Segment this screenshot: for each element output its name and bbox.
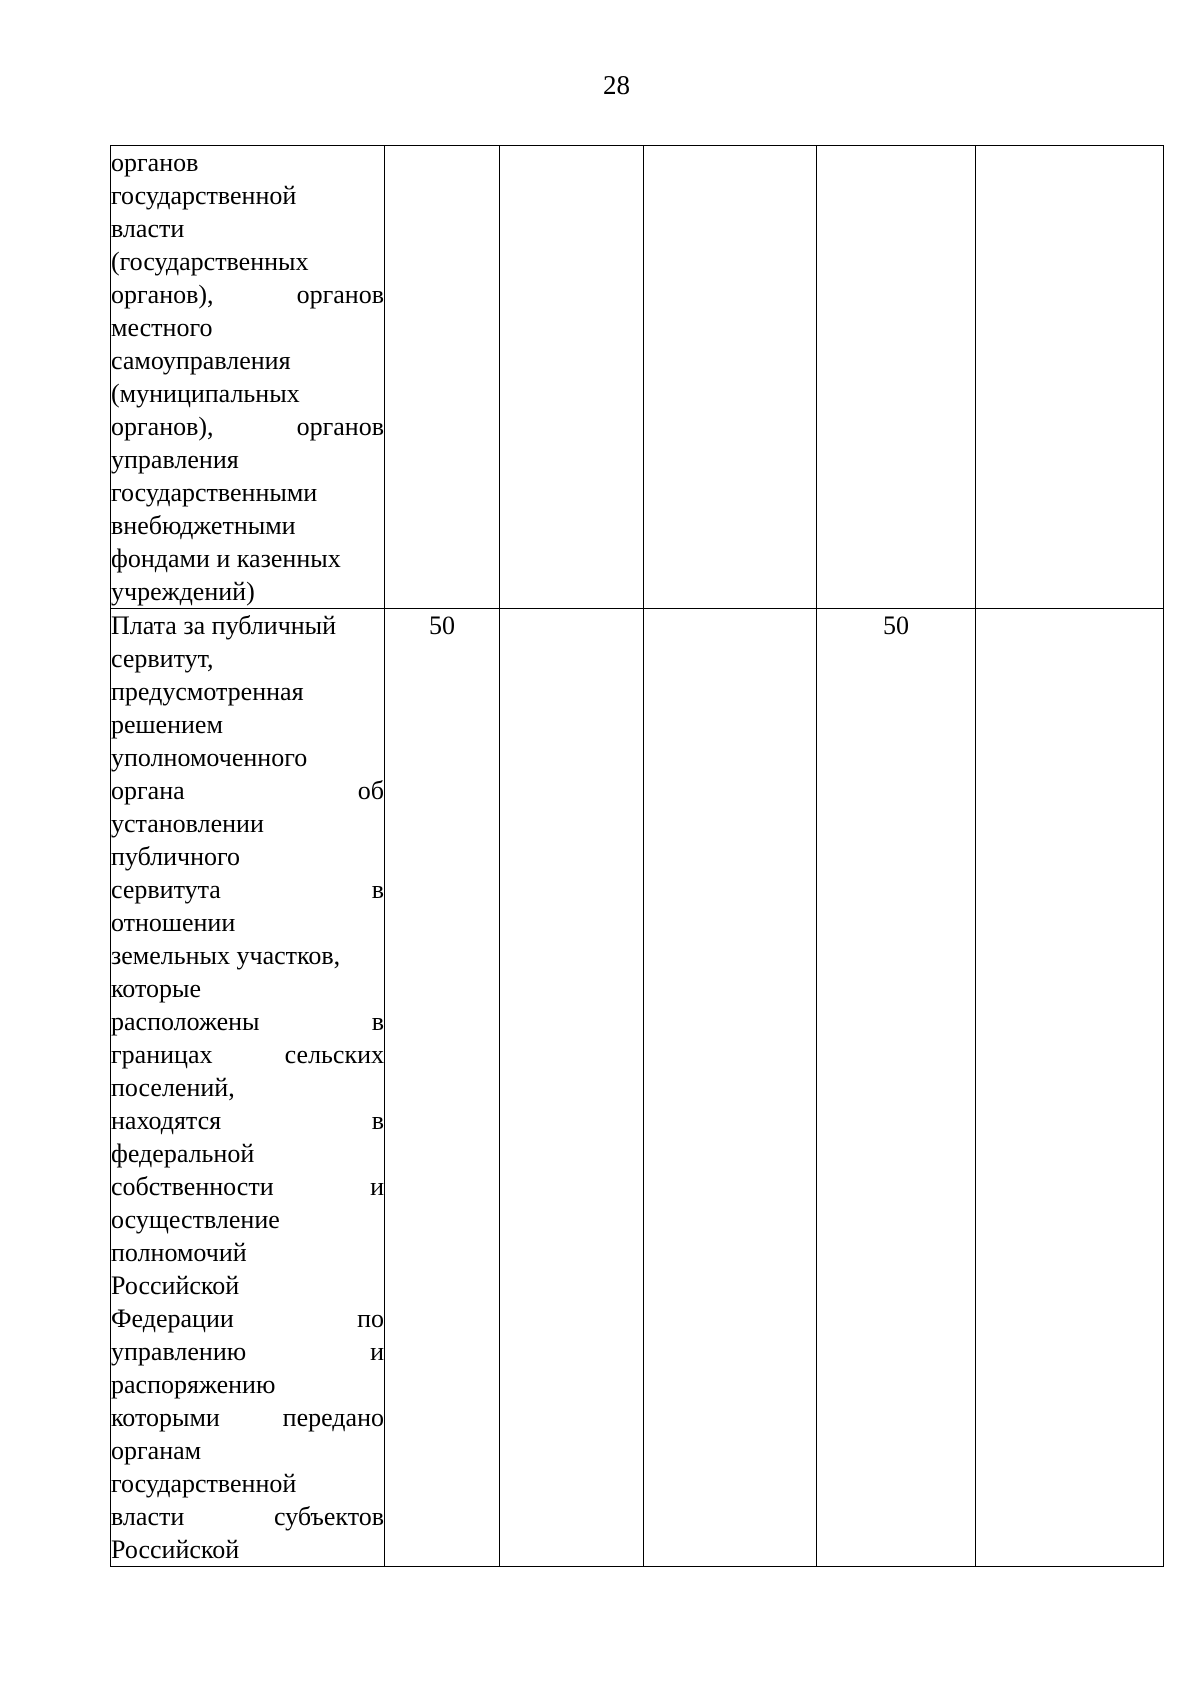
description-line: учреждений) — [111, 577, 255, 606]
description-line: находятся в — [111, 1106, 384, 1135]
description-line: управлению и — [111, 1337, 384, 1366]
description-line: уполномоченного — [111, 743, 308, 772]
description-line: органам — [111, 1436, 202, 1465]
data-table — [110, 145, 1164, 1567]
description-line: самоуправления — [111, 346, 291, 375]
description-line: Российской — [111, 1271, 240, 1300]
value-cell — [976, 146, 1164, 609]
description-line: государственной — [111, 1469, 297, 1498]
description-line: распоряжению — [111, 1370, 276, 1399]
description-cell — [111, 146, 385, 609]
description-line: решением — [111, 710, 223, 739]
description-line: Российской — [111, 1535, 240, 1564]
description-line: поселений, — [111, 1073, 235, 1102]
description-line: установлении — [111, 809, 264, 838]
description-line: местного — [111, 313, 213, 342]
description-line: сервитута в — [111, 875, 384, 904]
description-line: отношении — [111, 908, 236, 937]
description-line: земельных участков, — [111, 941, 341, 970]
description-line: власти — [111, 214, 185, 243]
value-cell: 50 — [817, 609, 976, 1567]
description-line: государственными — [111, 478, 318, 507]
description-line: управления — [111, 445, 239, 474]
description-line: которые — [111, 974, 201, 1003]
page-number: 28 — [603, 70, 630, 100]
description-line: Федерации по — [111, 1304, 384, 1333]
description-line: полномочий — [111, 1238, 247, 1267]
description-line: собственности и — [111, 1172, 384, 1201]
value-cell — [817, 146, 976, 609]
value-cell — [500, 609, 644, 1567]
description-cell — [111, 609, 385, 1567]
description-line: Плата за публичный — [111, 611, 337, 640]
table-row — [111, 609, 1164, 1567]
description-line: внебюджетными — [111, 511, 296, 540]
description-line: органа об — [111, 776, 384, 805]
value-cell: 50 — [385, 609, 500, 1567]
description-line: которыми передано — [111, 1403, 384, 1432]
description-line: органов — [111, 148, 199, 177]
value-cell — [385, 146, 500, 609]
description-line: государственной — [111, 181, 297, 210]
description-line: границах сельских — [111, 1040, 384, 1069]
description-line: органов), органов — [111, 280, 384, 309]
description-line: фондами и казенных — [111, 544, 341, 573]
value-cell — [500, 146, 644, 609]
value-cell — [644, 609, 817, 1567]
description-line: публичного — [111, 842, 241, 871]
description-line: (муниципальных — [111, 379, 300, 408]
description-line: предусмотренная — [111, 677, 304, 706]
value-cell — [644, 146, 817, 609]
value-cell — [976, 609, 1164, 1567]
description-line: сервитут, — [111, 644, 214, 673]
description-line: осуществление — [111, 1205, 280, 1234]
description-line: органов), органов — [111, 412, 384, 441]
description-line: расположены в — [111, 1007, 384, 1036]
description-line: (государственных — [111, 247, 309, 276]
table-row — [111, 146, 1164, 609]
description-line: федеральной — [111, 1139, 255, 1168]
description-line: власти субъектов — [111, 1502, 384, 1531]
